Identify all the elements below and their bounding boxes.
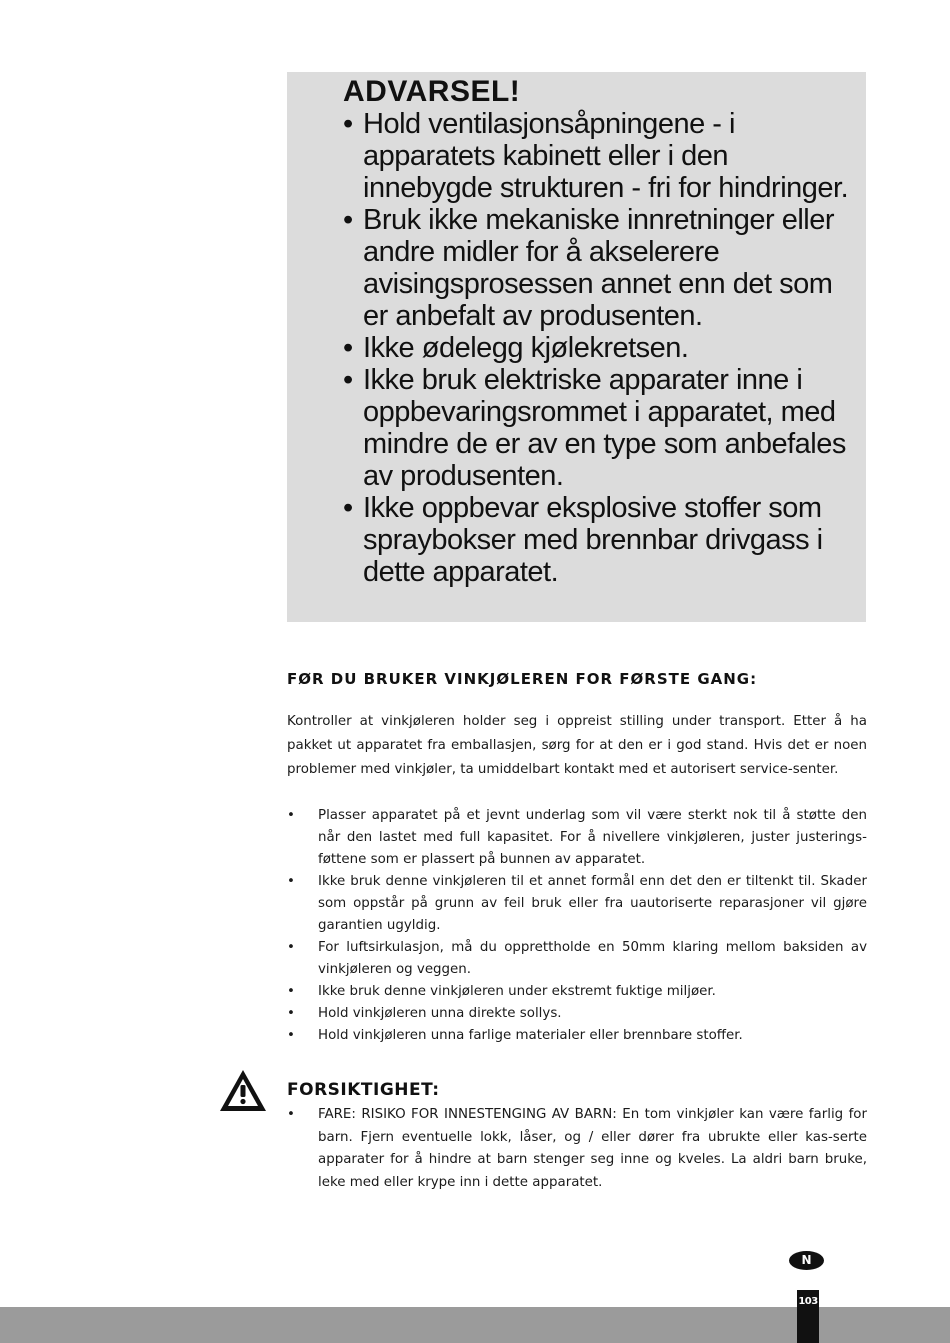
language-badge: N <box>789 1251 824 1270</box>
warning-triangle-icon <box>218 1068 268 1114</box>
warning-item: • Ikke oppbevar eksplosive stoffer som spraybokser med brennbar drivgass i dette apparatet. <box>343 492 863 588</box>
warning-item: • Ikke bruk elektriske apparater inne i oppbevaringsrommet i apparatet, med mindre de er av en type som anbefales av produsenten. <box>343 364 863 492</box>
warning-box <box>287 72 866 622</box>
warning-item: • Ikke ødelegg kjølekretsen. <box>343 332 863 364</box>
warning-item: • Hold ventilasjonsåpningene - i apparatets kabinett eller i den innebygde strukturen - fri for hindringer. <box>343 108 863 204</box>
list-item: • Plasser apparatet på et jevnt underlag som vil være sterkt nok til å støtte den når den lastet med full kapasitet. For å nivellere vinkjøleren, juster justerings-føttene som er plassert på bunnen av apparatet. <box>287 805 867 871</box>
warning-item: • Bruk ikke mekaniske innretninger eller andre midler for å akselerere avisingsprosessen annet enn det som er anbefalt av produsenten. <box>343 204 863 332</box>
page-number: 103 <box>797 1290 819 1343</box>
list-item: • Ikke bruk denne vinkjøleren til et annet formål enn det den er tiltenkt til. Skader som oppstår på grunn av feil bruk eller fra uautoriserte reparasjoner vil gjøre garantien ugyldig. <box>287 871 867 937</box>
caution-list <box>287 1104 867 1194</box>
caution-heading: FORSIKTIGHET: <box>287 1080 440 1100</box>
warning-content <box>343 76 863 588</box>
before-use-intro: Kontroller at vinkjøleren holder seg i oppreist stilling under transport. Etter å ha pakket ut apparatet fra emballasjen, sørg for at den er i god stand. Hvis det er noen problemer med vinkjøler, ta umiddelbart kontakt med et autorisert service-senter. <box>287 714 867 777</box>
list-item: • Ikke bruk denne vinkjøleren under ekstremt fuktige miljøer. <box>287 981 867 1003</box>
list-item: • Hold vinkjøleren unna farlige materialer eller brennbare stoffer. <box>287 1025 867 1047</box>
list-item: • FARE: RISIKO FOR INNESTENGING AV BARN: En tom vinkjøler kan være farlig for barn. Fjern eventuelle lokk, låser, og / eller dører fra ubrukte eller kas-serte apparater for å hindre at barn stenger seg inne og kveles. La aldri barn bruke, leke med eller krype inn i dette apparatet. <box>287 1104 867 1194</box>
list-item: • Hold vinkjøleren unna direkte sollys. <box>287 1003 867 1025</box>
before-use-heading: FØR DU BRUKER VINKJØLEREN FOR FØRSTE GANG: <box>287 670 758 688</box>
warning-list <box>343 108 863 588</box>
before-use-list <box>287 805 867 1047</box>
list-item: • For luftsirkulasjon, må du opprettholde en 50mm klaring mellom baksiden av vinkjøleren og veggen. <box>287 937 867 981</box>
warning-title: ADVARSEL! <box>343 75 521 108</box>
